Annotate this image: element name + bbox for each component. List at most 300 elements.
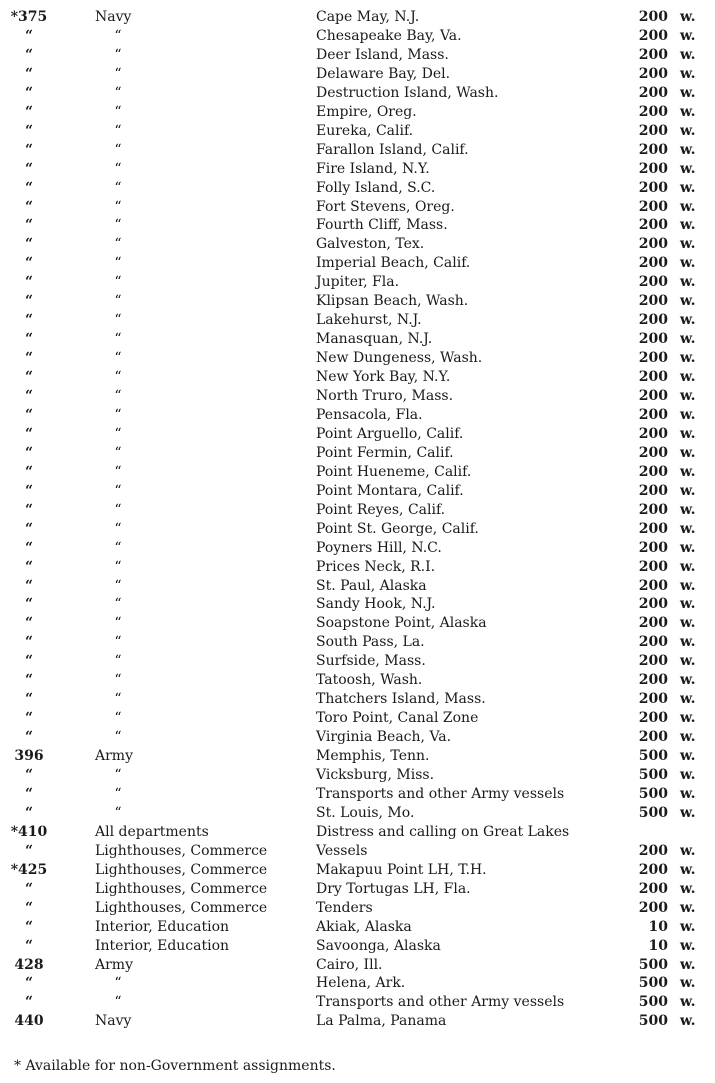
station-cell: Surfside, Mass. [316, 653, 426, 670]
frequency-cell: “ [24, 501, 34, 518]
agency-cell: “ [114, 463, 122, 480]
station-cell: Tatoosh, Wash. [316, 672, 423, 689]
agency-cell: “ [114, 406, 122, 423]
agency-cell: Interior, Education [95, 918, 230, 935]
station-cell: Poyners Hill, N.C. [316, 539, 442, 556]
station-cell: Klipsan Beach, Wash. [316, 293, 469, 310]
frequency-cell: “ [24, 425, 34, 442]
frequency-cell: “ [24, 558, 34, 575]
frequency-cell: “ [24, 312, 34, 329]
station-cell: Sandy Hook, N.J. [316, 596, 436, 613]
power-cell: 200 [638, 27, 668, 44]
frequency-cell: 428 [14, 956, 44, 973]
station-cell: New Dungeness, Wash. [316, 350, 483, 367]
power-cell: 200 [638, 274, 668, 291]
unit-cell: w. [680, 369, 696, 386]
frequency-cell: “ [24, 615, 34, 632]
power-cell: 500 [638, 994, 668, 1011]
power-cell: 200 [638, 9, 668, 25]
power-cell: 200 [638, 236, 668, 253]
agency-cell: “ [114, 160, 122, 177]
power-cell: 500 [638, 956, 668, 973]
station-cell: Point Montara, Calif. [316, 482, 464, 499]
power-cell: 200 [638, 463, 668, 480]
table-row [0, 823, 715, 842]
station-cell: Savoonga, Alaska [316, 937, 441, 954]
table-row [0, 1012, 715, 1031]
agency-cell: “ [114, 520, 122, 537]
unit-cell: w. [680, 141, 696, 158]
station-cell: Lakehurst, N.J. [316, 312, 422, 329]
power-cell: 200 [638, 444, 668, 461]
table-row [0, 463, 715, 482]
table-row [0, 425, 715, 444]
power-cell: 200 [638, 615, 668, 632]
table-row [0, 273, 715, 292]
unit-cell: w. [680, 103, 696, 120]
agency-cell: “ [114, 179, 122, 196]
frequency-cell: “ [24, 27, 34, 44]
power-cell: 200 [638, 141, 668, 158]
frequency-cell: “ [24, 975, 34, 992]
agency-cell: “ [114, 65, 122, 82]
unit-cell: w. [680, 520, 696, 537]
frequency-cell: “ [24, 84, 34, 101]
unit-cell: w. [680, 501, 696, 518]
station-cell: Point Fermin, Calif. [316, 444, 454, 461]
station-cell: Farallon Island, Calif. [316, 141, 469, 158]
frequency-cell: “ [24, 899, 34, 916]
unit-cell: w. [680, 994, 696, 1011]
power-cell: 200 [638, 179, 668, 196]
agency-cell: Army [95, 748, 133, 764]
station-cell: Destruction Island, Wash. [316, 84, 499, 101]
power-cell: 200 [638, 710, 668, 727]
station-cell: Chesapeake Bay, Va. [316, 27, 462, 44]
unit-cell: w. [680, 122, 696, 139]
frequency-cell: “ [24, 369, 34, 386]
station-cell: Manasquan, N.J. [316, 331, 433, 348]
unit-cell: w. [680, 558, 696, 575]
agency-cell: “ [114, 615, 122, 632]
frequency-cell: “ [24, 710, 34, 727]
power-cell: 200 [638, 672, 668, 689]
frequency-cell: “ [24, 482, 34, 499]
table-row [0, 179, 715, 198]
station-cell: Point Reyes, Calif. [316, 501, 446, 518]
power-cell: 500 [638, 1013, 668, 1030]
table-row [0, 861, 715, 880]
agency-cell: “ [114, 27, 122, 44]
station-cell: Pensacola, Fla. [316, 406, 423, 423]
frequency-cell: “ [24, 634, 34, 651]
frequency-cell: “ [24, 577, 34, 594]
unit-cell: w. [680, 331, 696, 348]
table-row [0, 292, 715, 311]
table-row [0, 141, 715, 160]
power-cell: 200 [638, 539, 668, 556]
unit-cell: w. [680, 785, 696, 802]
frequency-cell: “ [24, 350, 34, 367]
frequency-cell: “ [24, 293, 34, 310]
unit-cell: w. [680, 293, 696, 310]
frequency-cell: “ [24, 785, 34, 802]
agency-cell: “ [114, 691, 122, 708]
table-row [0, 46, 715, 65]
unit-cell: w. [680, 198, 696, 215]
unit-cell: w. [680, 482, 696, 499]
frequency-cell: 440 [14, 1013, 44, 1030]
unit-cell: w. [680, 65, 696, 82]
frequency-cell: “ [24, 520, 34, 537]
table-row [0, 918, 715, 937]
unit-cell: w. [680, 84, 696, 101]
agency-cell: Lighthouses, Commerce [95, 899, 268, 916]
agency-cell: “ [114, 293, 122, 310]
unit-cell: w. [680, 729, 696, 746]
frequency-cell: “ [24, 994, 34, 1011]
power-cell: 10 [648, 937, 668, 954]
unit-cell: w. [680, 9, 696, 25]
table-row [0, 103, 715, 122]
unit-cell: w. [680, 1013, 696, 1030]
agency-cell: Lighthouses, Commerce [95, 861, 268, 878]
agency-cell: “ [114, 558, 122, 575]
table-row [0, 652, 715, 671]
power-cell: 500 [638, 804, 668, 821]
unit-cell: w. [680, 880, 696, 897]
power-cell: 200 [638, 388, 668, 404]
frequency-cell: “ [24, 444, 34, 461]
table-row [0, 387, 715, 406]
table-row [0, 8, 715, 27]
agency-cell: “ [114, 274, 122, 291]
unit-cell: w. [680, 539, 696, 556]
station-cell: St. Paul, Alaska [316, 577, 427, 594]
frequency-cell: 396 [14, 748, 44, 764]
table-row [0, 501, 715, 520]
frequency-cell: “ [24, 937, 34, 954]
unit-cell: w. [680, 406, 696, 423]
power-cell: 200 [638, 558, 668, 575]
unit-cell: w. [680, 577, 696, 594]
table-row [0, 804, 715, 823]
table-row [0, 614, 715, 633]
station-cell: St. Louis, Mo. [316, 804, 415, 821]
agency-cell: “ [114, 975, 122, 992]
unit-cell: w. [680, 274, 696, 291]
power-cell: 200 [638, 653, 668, 670]
station-cell: North Truro, Mass. [316, 388, 454, 404]
unit-cell: w. [680, 767, 696, 783]
unit-cell: w. [680, 312, 696, 329]
station-cell: Memphis, Tenn. [316, 748, 430, 764]
agency-cell: “ [114, 729, 122, 746]
table-row [0, 311, 715, 330]
unit-cell: w. [680, 691, 696, 708]
agency-cell: “ [114, 634, 122, 651]
power-cell: 200 [638, 103, 668, 120]
agency-cell: “ [114, 994, 122, 1011]
power-cell: 200 [638, 122, 668, 139]
agency-cell: “ [114, 596, 122, 613]
station-cell: Point St. George, Calif. [316, 520, 479, 537]
table-row [0, 65, 715, 84]
table-row [0, 785, 715, 804]
station-cell: Vessels [316, 842, 368, 859]
power-cell: 200 [638, 350, 668, 367]
power-cell: 200 [638, 425, 668, 442]
unit-cell: w. [680, 748, 696, 764]
table-row [0, 633, 715, 652]
station-cell: New York Bay, N.Y. [316, 369, 451, 386]
table-row [0, 122, 715, 141]
frequency-cell: “ [24, 406, 34, 423]
station-cell: Makapuu Point LH, T.H. [316, 861, 487, 878]
frequency-cell: *375 [10, 9, 48, 25]
power-cell: 10 [648, 918, 668, 935]
agency-cell: Lighthouses, Commerce [95, 842, 268, 859]
station-cell: Tenders [316, 899, 373, 916]
power-cell: 500 [638, 748, 668, 764]
unit-cell: w. [680, 350, 696, 367]
station-cell: Soapstone Point, Alaska [316, 615, 487, 632]
table-row [0, 595, 715, 614]
table-row [0, 27, 715, 46]
station-cell: Distress and calling on Great Lakes [316, 823, 570, 840]
frequency-cell: “ [24, 65, 34, 82]
agency-cell: “ [114, 804, 122, 821]
power-cell: 200 [638, 160, 668, 177]
table-row [0, 690, 715, 709]
frequency-cell: “ [24, 160, 34, 177]
station-cell: Fire Island, N.Y. [316, 160, 430, 177]
frequency-cell: “ [24, 691, 34, 708]
agency-cell: “ [114, 236, 122, 253]
power-cell: 200 [638, 406, 668, 423]
power-cell: 200 [638, 46, 668, 63]
frequency-cell: “ [24, 274, 34, 291]
agency-cell: “ [114, 577, 122, 594]
agency-cell: “ [114, 785, 122, 802]
station-cell: Fort Stevens, Oreg. [316, 198, 455, 215]
unit-cell: w. [680, 899, 696, 916]
table-row [0, 539, 715, 558]
power-cell: 200 [638, 899, 668, 916]
agency-cell: “ [114, 141, 122, 158]
table-row [0, 956, 715, 975]
agency-cell: “ [114, 84, 122, 101]
frequency-cell: “ [24, 255, 34, 272]
power-cell: 200 [638, 861, 668, 878]
agency-cell: “ [114, 444, 122, 461]
power-cell: 500 [638, 767, 668, 783]
power-cell: 200 [638, 198, 668, 215]
unit-cell: w. [680, 615, 696, 632]
station-cell: Galveston, Tex. [316, 236, 425, 253]
frequency-cell: “ [24, 729, 34, 746]
table-row [0, 198, 715, 217]
station-cell: Vicksburg, Miss. [316, 767, 435, 783]
unit-cell: w. [680, 918, 696, 935]
unit-cell: w. [680, 27, 696, 44]
agency-cell: “ [114, 501, 122, 518]
station-cell: Deer Island, Mass. [316, 46, 449, 63]
station-cell: Toro Point, Canal Zone [316, 710, 479, 727]
frequency-cell: “ [24, 918, 34, 935]
station-cell: Akiak, Alaska [316, 918, 412, 935]
table-row [0, 160, 715, 179]
power-cell: 200 [638, 729, 668, 746]
table-row [0, 842, 715, 861]
agency-cell: “ [114, 122, 122, 139]
power-cell: 200 [638, 691, 668, 708]
station-cell: South Pass, La. [316, 634, 425, 651]
agency-cell: “ [114, 255, 122, 272]
power-cell: 200 [638, 312, 668, 329]
power-cell: 200 [638, 369, 668, 386]
unit-cell: w. [680, 672, 696, 689]
agency-cell: Lighthouses, Commerce [95, 880, 268, 897]
frequency-cell: “ [24, 880, 34, 897]
table-row [0, 747, 715, 766]
agency-cell: “ [114, 672, 122, 689]
station-cell: Cairo, Ill. [316, 956, 383, 973]
unit-cell: w. [680, 217, 696, 234]
agency-cell: “ [114, 217, 122, 234]
table-row [0, 520, 715, 539]
power-cell: 200 [638, 331, 668, 348]
power-cell: 200 [638, 842, 668, 859]
unit-cell: w. [680, 804, 696, 821]
table-row [0, 254, 715, 273]
agency-cell: “ [114, 46, 122, 63]
table-row [0, 709, 715, 728]
frequency-cell: “ [24, 596, 34, 613]
agency-cell: Army [95, 956, 133, 973]
agency-cell: All departments [95, 823, 209, 840]
frequency-cell: “ [24, 141, 34, 158]
frequency-cell: “ [24, 331, 34, 348]
frequency-cell: “ [24, 539, 34, 556]
frequency-cell: “ [24, 653, 34, 670]
agency-cell: “ [114, 350, 122, 367]
station-cell: Transports and other Army vessels [316, 994, 565, 1011]
unit-cell: w. [680, 634, 696, 651]
frequency-cell: “ [24, 217, 34, 234]
frequency-cell: “ [24, 46, 34, 63]
agency-cell: “ [114, 425, 122, 442]
station-cell: Eureka, Calif. [316, 122, 414, 139]
table-row [0, 766, 715, 785]
agency-cell: Navy [95, 9, 132, 25]
frequency-cell: “ [24, 767, 34, 783]
frequency-cell: *410 [10, 823, 48, 840]
agency-cell: “ [114, 767, 122, 783]
station-cell: Delaware Bay, Del. [316, 65, 451, 82]
unit-cell: w. [680, 236, 696, 253]
station-cell: Virginia Beach, Va. [316, 729, 452, 746]
unit-cell: w. [680, 425, 696, 442]
power-cell: 200 [638, 520, 668, 537]
table-row [0, 558, 715, 577]
power-cell: 200 [638, 65, 668, 82]
unit-cell: w. [680, 842, 696, 859]
station-cell: Dry Tortugas LH, Fla. [316, 880, 471, 897]
station-cell: Jupiter, Fla. [316, 274, 400, 291]
power-cell: 200 [638, 577, 668, 594]
frequency-cell: “ [24, 804, 34, 821]
power-cell: 500 [638, 785, 668, 802]
frequency-cell: “ [24, 198, 34, 215]
power-cell: 500 [638, 975, 668, 992]
agency-cell: Interior, Education [95, 937, 230, 954]
unit-cell: w. [680, 956, 696, 973]
agency-cell: “ [114, 103, 122, 120]
power-cell: 200 [638, 255, 668, 272]
power-cell: 200 [638, 482, 668, 499]
power-cell: 200 [638, 84, 668, 101]
unit-cell: w. [680, 179, 696, 196]
station-cell: La Palma, Panama [316, 1013, 447, 1030]
table-row [0, 880, 715, 899]
station-cell: Imperial Beach, Calif. [316, 255, 471, 272]
station-cell: Cape May, N.J. [316, 9, 420, 25]
table-row [0, 993, 715, 1012]
table-row [0, 671, 715, 690]
table-row [0, 899, 715, 918]
station-cell: Point Arguello, Calif. [316, 425, 464, 442]
agency-cell: Navy [95, 1013, 132, 1030]
station-cell: Folly Island, S.C. [316, 179, 436, 196]
table-row [0, 974, 715, 993]
unit-cell: w. [680, 463, 696, 480]
agency-cell: “ [114, 710, 122, 727]
unit-cell: w. [680, 255, 696, 272]
power-cell: 200 [638, 501, 668, 518]
station-cell: Prices Neck, R.I. [316, 558, 436, 575]
agency-cell: “ [114, 369, 122, 386]
agency-cell: “ [114, 482, 122, 499]
power-cell: 200 [638, 293, 668, 310]
agency-cell: “ [114, 331, 122, 348]
power-cell: 200 [638, 634, 668, 651]
station-cell: Transports and other Army vessels [316, 785, 565, 802]
table-row [0, 577, 715, 596]
unit-cell: w. [680, 388, 696, 404]
table-row [0, 216, 715, 235]
table-row [0, 444, 715, 463]
station-cell: Helena, Ark. [316, 975, 406, 992]
frequency-cell: “ [24, 672, 34, 689]
unit-cell: w. [680, 444, 696, 461]
agency-cell: “ [114, 198, 122, 215]
agency-cell: “ [114, 312, 122, 329]
table-row [0, 349, 715, 368]
power-cell: 200 [638, 596, 668, 613]
agency-cell: “ [114, 653, 122, 670]
table-row [0, 937, 715, 956]
table-row [0, 235, 715, 254]
power-cell: 200 [638, 217, 668, 234]
table-row [0, 482, 715, 501]
table-row [0, 728, 715, 747]
frequency-cell: *425 [10, 861, 48, 878]
frequency-cell: “ [24, 179, 34, 196]
table-row [0, 368, 715, 387]
unit-cell: w. [680, 46, 696, 63]
station-cell: Fourth Cliff, Mass. [316, 217, 448, 234]
